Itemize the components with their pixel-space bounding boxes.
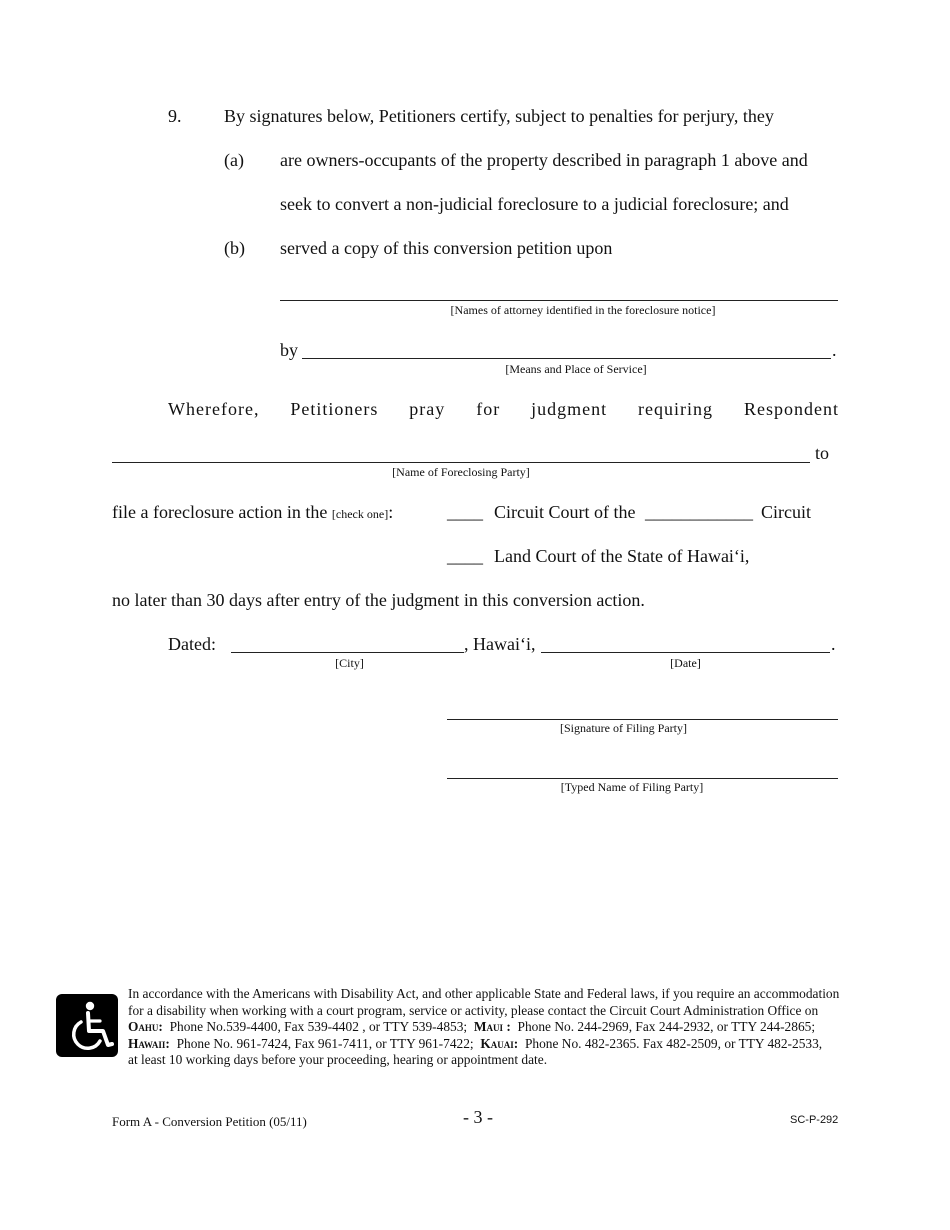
wheelchair-accessibility-icon (56, 994, 118, 1057)
wherefore-word: Petitioners (290, 399, 379, 419)
attorney-caption: [Names of attorney identified in the foreclosure notice] (450, 303, 716, 317)
subitem-b-text: served a copy of this conversion petition upon (280, 238, 613, 258)
land-court-checkbox[interactable]: ____ (447, 546, 483, 566)
kauai-label: Kauai: (480, 1035, 519, 1051)
form-label: Form A - Conversion Petition (05/11) (112, 1114, 307, 1129)
circuit-court-label: Circuit Court of the (494, 502, 636, 522)
notice-line (128, 1019, 839, 1036)
date-line[interactable] (541, 652, 830, 653)
hawaii-text: , Hawai‘i, (464, 634, 536, 654)
wherefore-word: judgment (531, 399, 608, 419)
date-caption: [Date] (670, 656, 701, 670)
wherefore-word: Respondent (743, 399, 839, 419)
oahu-contacts: Phone No.539-4400, Fax 539-4402 , or TTY 539-4853; (169, 1019, 468, 1035)
check-one-colon: : (388, 502, 394, 522)
foreclosure-lead-text: file a foreclosure action in the (112, 502, 328, 522)
foreclosure-lead (112, 502, 393, 523)
form-code: SC-P-292 (790, 1114, 839, 1126)
signature-caption: [Signature of Filing Party] (560, 721, 687, 735)
subitem-a-label: (a) (224, 150, 244, 170)
hawaii-label: Hawaii: (128, 1035, 170, 1051)
subitem-a-line1: are owners-occupants of the property described in paragraph 1 above and (280, 150, 808, 170)
typed-name-line[interactable] (447, 778, 838, 779)
subitem-b-label: (b) (224, 238, 245, 258)
item-9-text: By signatures below, Petitioners certify, subject to penalties for perjury, they (224, 106, 774, 126)
foreclosing-party-line[interactable] (112, 462, 810, 463)
wherefore-line (168, 399, 839, 420)
item-number: 9. (168, 106, 182, 126)
means-caption: [Means and Place of Service] (505, 362, 647, 376)
wherefore-word: pray (409, 399, 446, 419)
signature-line[interactable] (447, 719, 838, 720)
maui-label: Maui : (473, 1019, 511, 1035)
wherefore-word: requiring (638, 399, 714, 419)
circuit-label-end: Circuit (761, 502, 811, 522)
deadline-text: no later than 30 days after entry of the judgment in this conversion action. (112, 590, 645, 610)
notice-line (128, 1036, 839, 1053)
notice-line: for a disability when working with a court program, service or activity, please contact the Circuit Court Administration Office on (128, 1002, 819, 1018)
by-label: by (280, 340, 298, 360)
by-period: . (832, 340, 837, 360)
wherefore-word: Wherefore, (168, 399, 260, 419)
ada-notice (128, 986, 839, 1069)
attorney-name-line[interactable] (280, 300, 838, 301)
city-caption: [City] (335, 656, 364, 670)
party-caption: [Name of Foreclosing Party] (392, 465, 530, 479)
notice-line: In accordance with the Americans with Disability Act, and other applicable State and Federal laws, if you require an accommodation (128, 986, 840, 1001)
kauai-contacts: Phone No. 482-2365. Fax 482-2509, or TTY 482-2533, (524, 1035, 823, 1051)
dated-period: . (831, 634, 836, 654)
circuit-number-blank[interactable]: ____________ (645, 502, 753, 522)
wherefore-word: for (476, 399, 501, 419)
circuit-court-checkbox[interactable]: ____ (447, 502, 483, 522)
maui-contacts: Phone No. 244-2969, Fax 244-2932, or TTY 244-2865; (517, 1019, 816, 1035)
subitem-a-line2: seek to convert a non-judicial foreclosure to a judicial foreclosure; and (280, 194, 789, 214)
means-of-service-line[interactable] (302, 358, 831, 359)
party-to: to (815, 443, 830, 463)
land-court-label: Land Court of the State of Hawai‘i, (494, 546, 750, 566)
typed-name-caption: [Typed Name of Filing Party] (560, 780, 704, 794)
hawaii-contacts: Phone No. 961-7424, Fax 961-7411, or TTY 961-7422; (176, 1035, 474, 1051)
dated-label: Dated: (168, 634, 216, 654)
page-number: - 3 - (463, 1107, 493, 1127)
city-line[interactable] (231, 652, 464, 653)
oahu-label: Oahu: (128, 1019, 163, 1035)
check-one-note: [check one] (331, 507, 389, 521)
notice-line: at least 10 working days before your proceeding, hearing or appointment date. (128, 1052, 548, 1068)
